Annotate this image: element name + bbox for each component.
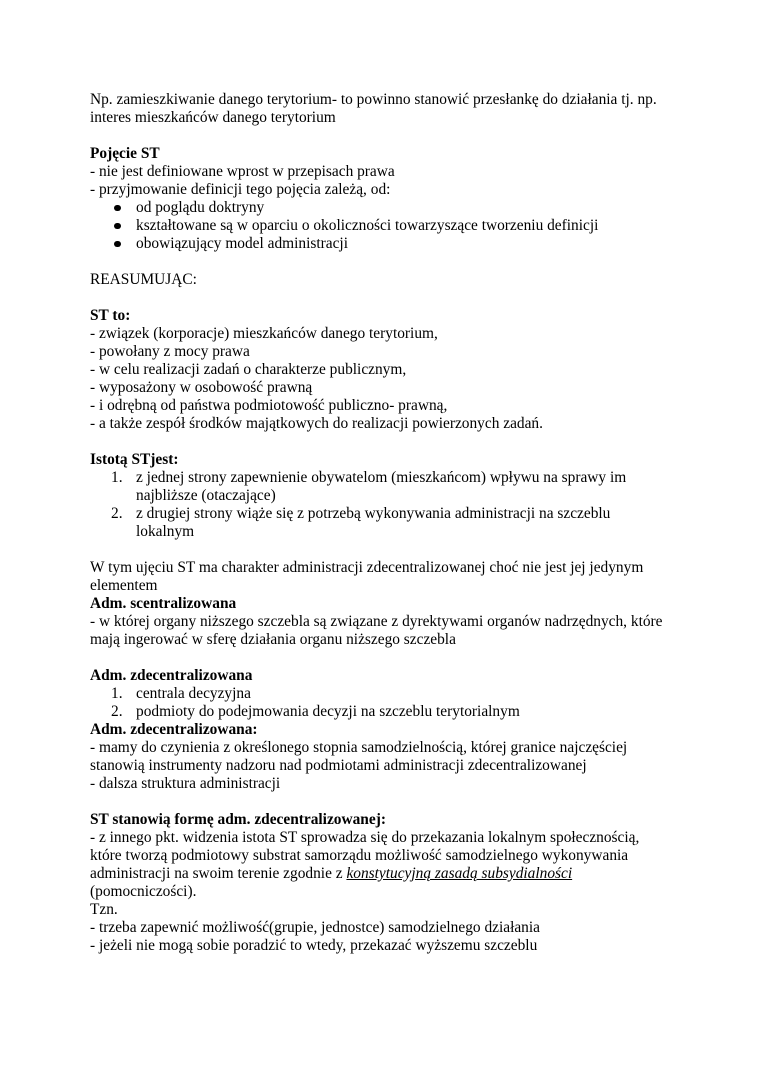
bullet-item [90,199,690,217]
scentralizowana-heading: Adm. scentralizowana [90,595,237,612]
item-number: 1. [111,469,123,486]
spacer [90,433,690,451]
zdecentralizowana-heading: Adm. zdecentralizowana [90,667,253,684]
st-to-heading: ST to: [90,307,131,324]
forma-line-2: które tworzą podmiotowy substrat samorządu możliwość samodzielnego wykonywania [90,847,629,864]
bullet-icon [114,241,121,248]
st-to-line: - w celu realizacji zadań o charakterze publicznym, [90,361,407,378]
spacer [90,793,690,811]
ujecie-line-1: W tym ujęciu ST ma charakter administracji zdecentralizowanej choć nie jest jej jedynym [90,559,644,576]
bullet-text: od poglądu doktryny [136,199,265,216]
item-text-line-1: z jednej strony zapewnienie obywatelom (mieszkańcom) wpływu na sprawy im [136,469,627,486]
scentralizowana-line-2: mają ingerować w sferę działania organu niższego szczebla [90,631,456,648]
subsydialnosc-emphasis: konstytucyjną zasadą subsydialności [346,865,573,882]
forma-heading: ST stanowią formę adm. zdecentralizowanej: [90,811,386,828]
tzn-label: Tzn. [90,901,118,918]
ujecie-line-2: elementem [90,577,158,594]
spacer [90,649,690,667]
zdecentralizowana-heading-2: Adm. zdecentralizowana: [90,721,258,738]
numbered-item [90,703,690,721]
intro-line-2: interes mieszkańców danego terytorium [90,109,336,126]
zdecentralizowana-numbered-list [90,685,690,721]
bullet-text: obowiązujący model administracji [136,235,348,252]
forma-line-1: - z innego pkt. widzenia istota ST sprowadza się do przekazania lokalnym społecznością, [90,829,640,846]
pojecie-bullet-list [90,199,690,253]
forma-line-5: - trzeba zapewnić możliwość(grupie, jednostce) samodzielnego działania [90,919,540,936]
bullet-text: kształtowane są w oparciu o okoliczności towarzyszące tworzeniu definicji [136,217,599,234]
st-to-line: - i odrębną od państwa podmiotowość publiczno- prawną, [90,397,448,414]
pojecie-line-1: - nie jest definiowane wprost w przepisach prawa [90,163,395,180]
item-number: 1. [111,685,123,702]
forma-line-6: - jeżeli nie mogą sobie poradzić to wtedy, przekazać wyższemu szczeblu [90,937,538,954]
forma-line-3 [90,865,690,883]
st-to-line: - związek (korporacje) mieszkańców danego terytorium, [90,325,438,342]
zdecentralizowana-line-2: stanowią instrumenty nadzoru nad podmiotami administracji zdecentralizowanej [90,757,587,774]
bullet-icon [114,205,121,212]
numbered-item [90,505,690,541]
spacer [90,541,690,559]
bullet-item [90,235,690,253]
bullet-icon [114,223,121,230]
item-text: podmioty do podejmowania decyzji na szczeblu terytorialnym [136,703,520,720]
pojecie-heading: Pojęcie ST [90,145,160,162]
spacer [90,253,690,271]
zdecentralizowana-line-1: - mamy do czynienia z określonego stopnia samodzielnością, której granice najczęściej [90,739,628,756]
forma-line-3-text: administracji na swoim terenie zgodnie z [90,865,347,882]
pojecie-line-2: - przyjmowanie definicji tego pojęcia zależą, od: [90,181,391,198]
numbered-item [90,469,690,505]
item-text: centrala decyzyjna [136,685,251,702]
numbered-item [90,685,690,703]
forma-line-4: (pomocniczości). [90,883,197,900]
bullet-item [90,217,690,235]
zdecentralizowana-line-3: - dalsza struktura administracji [90,775,281,792]
spacer [90,127,690,145]
istota-heading: Istotą STjest: [90,451,179,468]
item-text-line-2: lokalnym [136,523,195,540]
item-number: 2. [111,505,123,522]
document-page [90,91,690,955]
st-to-line: - a także zespół środków majątkowych do realizacji powierzonych zadań. [90,415,543,432]
scentralizowana-line-1: - w której organy niższego szczebla są związane z dyrektywami organów nadrzędnych, które [90,613,663,630]
intro-line-1: Np. zamieszkiwanie danego terytorium- to powinno stanowić przesłankę do działania tj. np. [90,91,657,108]
item-text-line-2: najbliższe (otaczające) [136,487,276,504]
spacer [90,289,690,307]
istota-numbered-list [90,469,690,541]
st-to-line: - wyposażony w osobowość prawną [90,379,313,396]
st-to-line: - powołany z mocy prawa [90,343,250,360]
item-number: 2. [111,703,123,720]
item-text-line-1: z drugiej strony wiąże się z potrzebą wykonywania administracji na szczeblu [136,505,611,522]
reasumujac-label: REASUMUJĄC: [90,271,197,288]
